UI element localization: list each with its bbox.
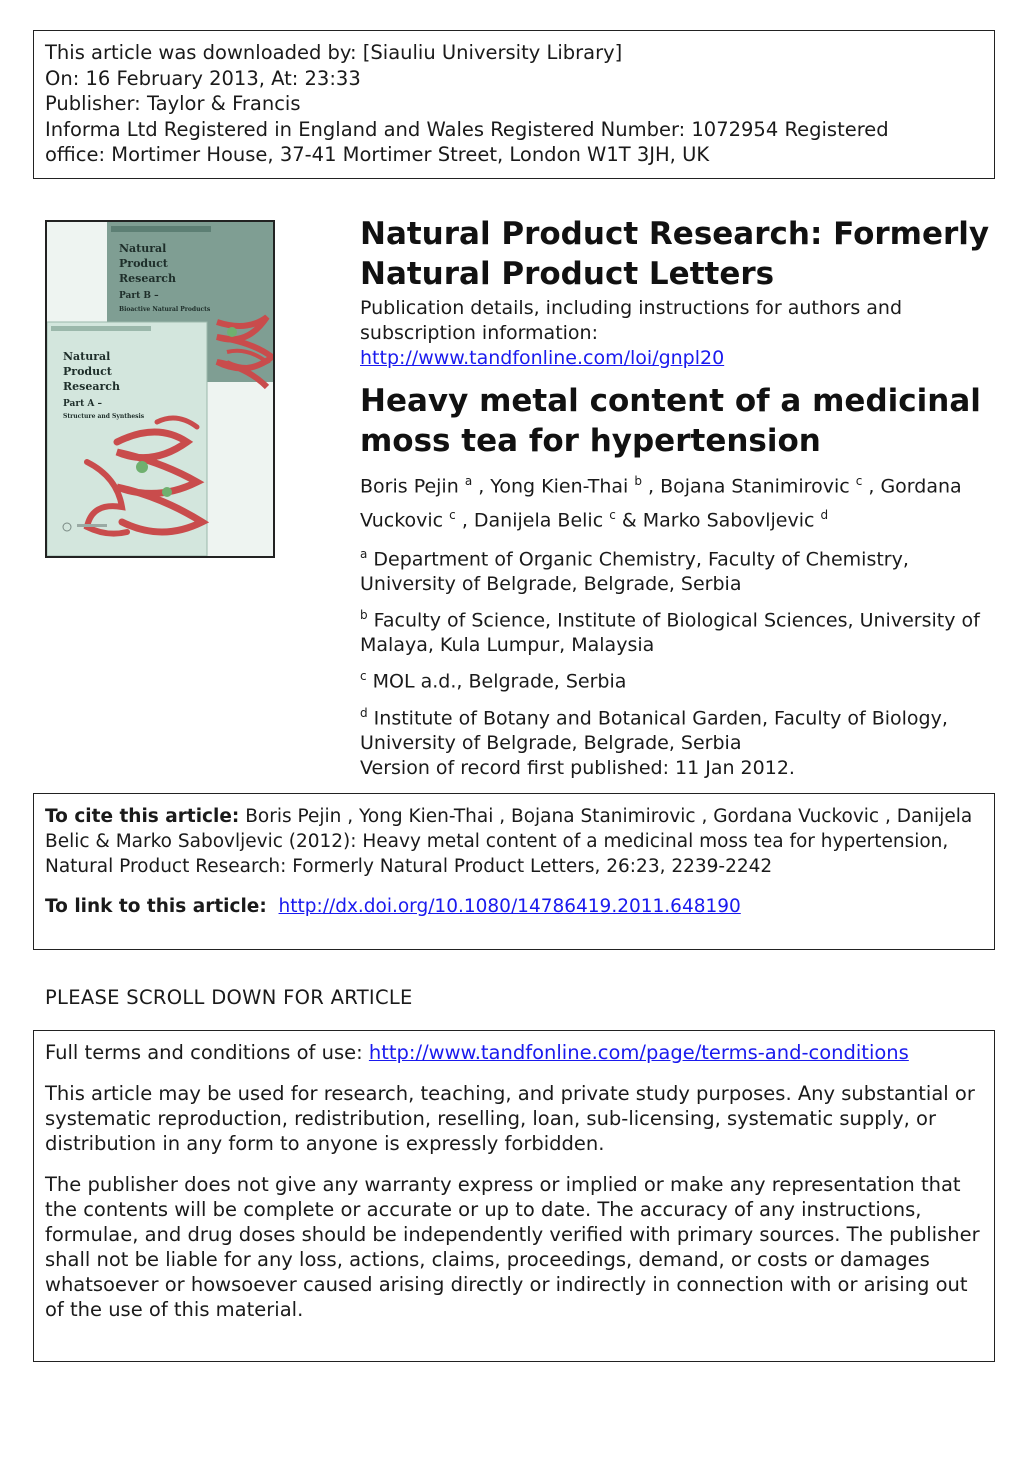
terms-label: Full terms and conditions of use: [45, 1041, 363, 1064]
scroll-notice: PLEASE SCROLL DOWN FOR ARTICLE [45, 986, 413, 1009]
author-name: Marko Sabovljevic [642, 509, 815, 532]
affiliation: $^c$ MOL a.d., Belgrade, Serbia [360, 669, 627, 693]
cover-back-title: Natural Product Research Part B – Bioactive Natural Products [119, 242, 211, 313]
download-line: office: Mortimer House, 37-41 Mortimer Street, London W1T 3JH, UK [45, 143, 710, 166]
citation-box [33, 793, 995, 950]
cite-text: To cite this article: Boris Pejin , Yong Kien-Thai , Bojana Stanimirovic , Gordana Vuckovic , Danijela Belic & Marko Sabovljevic (2012): Heavy metal content of a medicinal moss tea for hypertension, Natural Product Research: Formerly Natural Product Letters, 26:23, 2239-2242 [45, 806, 973, 877]
author-sup: c [855, 474, 863, 488]
journal-url-link[interactable]: http://www.tandfonline.com/loi/gnpl20 [360, 347, 725, 369]
terms-line [45, 1040, 983, 1065]
terms-paragraph: This article may be used for research, teaching, and private study purposes. Any substantial or systematic reproduction, redistribution, reselling, loan, sub-licensing, systematic supply, or distribution in any form to anyone is expressly forbidden. [45, 1082, 975, 1155]
journal-cover-image [45, 220, 275, 558]
author-sup: b [634, 474, 642, 488]
article-info [360, 214, 1000, 781]
link-row [45, 894, 983, 919]
publication-details: Publication details, including instructions for authors and subscription information: http://www.tandfonline.com/loi/gnpl20 [360, 297, 903, 369]
download-line: Publisher: Taylor & Francis [45, 92, 301, 115]
journal-title: Natural Product Research: Formerly Natural Product Letters [360, 216, 990, 292]
terms-box [33, 1030, 995, 1362]
author-name: Bojana Stanimirovic [660, 475, 850, 498]
link-label: To link to this article: [45, 896, 267, 917]
affiliation: $^b$ Faculty of Science, Institute of Biological Sciences, University of Malaya, Kula Lumpur, Malaysia [360, 607, 980, 657]
author-sup: c [449, 508, 456, 523]
version-of-record: Version of record first published: 11 Jan 2012. [360, 756, 795, 779]
doi-link[interactable]: http://dx.doi.org/10.1080/14786419.2011.648190 [278, 896, 741, 917]
affiliation: $^a$ Department of Organic Chemistry, Faculty of Chemistry, University of Belgrade, Belgrade, Serbia [360, 546, 909, 595]
author-sup: d [820, 508, 829, 523]
author-name: Yong Kien-Thai [490, 475, 629, 498]
affiliation: $^d$ Institute of Botany and Botanical Garden, Faculty of Biology, University of Belgrade, Belgrade, Serbia [360, 705, 948, 754]
article-title: Heavy metal content of a medicinal moss tea for hypertension [360, 383, 981, 459]
download-line: Informa Ltd Registered in England and Wales Registered Number: 1072954 Registered [45, 117, 889, 141]
cite-label: To cite this article: [45, 806, 240, 827]
author-sup: c [609, 508, 616, 523]
download-line: This article was downloaded by: [Siauliu University Library] [45, 41, 623, 64]
author-sup: a [464, 474, 473, 488]
download-line: On: 16 February 2013, At: 23:33 [45, 66, 361, 90]
author-list: Boris Pejin $^a$ , Yong Kien-Thai $^b$ , Bojana Stanimirovic $^c$ , Gordana Vuckovic $^c$ , Danijela Belic $^c$ & Marko Sabovljevic $^d$ [360, 474, 962, 532]
download-notice-box [33, 30, 995, 179]
cover-front-title: Natural Product Research Part A – Structure and Synthesis [63, 350, 145, 420]
terms-paragraph: The publisher does not give any warranty express or implied or make any representation that the contents will be complete or accurate or up to date. The accuracy of any instructions, formulae, and drug doses should be independently verified with primary sources. The publisher shall not be liable for any loss, actions, claims, proceedings, demand, or costs or damages whatsoever or howsoever caused arising directly or indirectly in connection with or arising out of the use of this material. [45, 1173, 980, 1321]
author-name: Boris Pejin [360, 475, 459, 498]
terms-link[interactable]: http://www.tandfonline.com/page/terms-and-conditions [368, 1041, 909, 1064]
author-name: Gordana Vuckovic [360, 475, 962, 532]
author-name: Danijela Belic [473, 509, 604, 532]
